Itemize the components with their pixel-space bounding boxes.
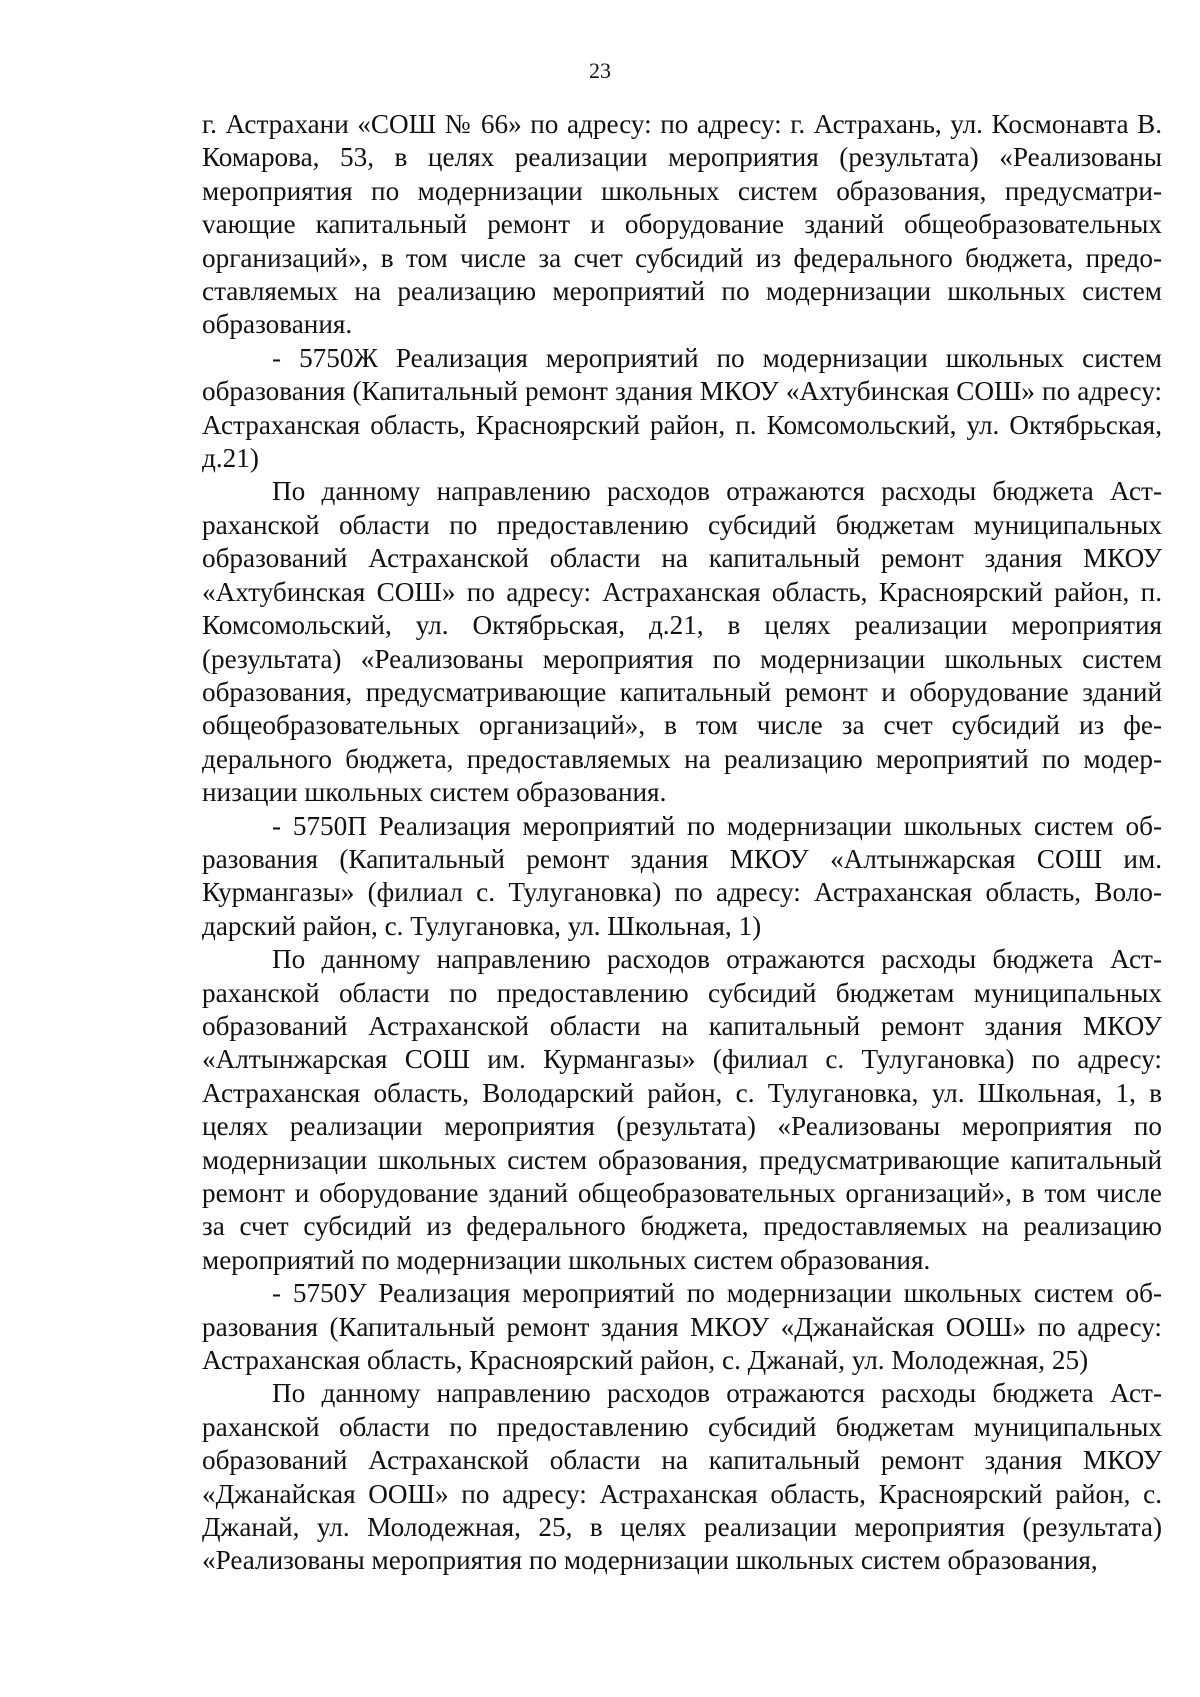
page-number: 23 [589,58,611,83]
paragraph-continuation: г. Астрахани «СОШ № 66» по адресу: по адресу: г. Астрахань, ул. Космонавта В. Комарова, 53, в целях реализации мероприятия (результата) «Реализованы мероприятия по модернизации школьных систем образования, предусматриvающие капитальный ремонт и оборудование зданий общеобразовательных организаций», в том числе за счет субсидий из федерального бюджета, предоставляемых на реализацию мероприятий по модернизации школьных систем образования. [202,109,1162,340]
paragraph-description-5750u: По данному направлению расходов отражаются расходы бюджета Астраханской области по предоставлению субсидий бюджетам муниципальных образований Астраханской области на капитальный ремонт здания МКОУ «Джанайская ООШ» по адресу: Астраханская область, Красноярский район, с. Джанай, ул. Молодежная, 25, в целях реализации мероприятия (результата) «Реализованы мероприятия по модернизации школьных систем образования, [202,1378,1162,1576]
paragraph-description-5750p: По данному направлению расходов отражаются расходы бюджета Астраханской области по предоставлению субсидий бюджетам муниципальных образований Астраханской области на капитальный ремонт здания МКОУ «Алтынжарская СОШ им. Курмангазы» (филиал с. Тулугановка) по адресу: Астраханская область, Володарский район, с. Тулугановка, ул. Школьная, 1, в целях реализации мероприятия (результата) «Реализованы мероприятия по модернизации школьных систем образования, предусматривающие капитальный ремонт и оборудование зданий общеобразовательных организаций», в том числе за счет субсидий из федерального бюджета, предоставляемых на реализацию мероприятий по модернизации школьных систем образования. [202,944,1162,1275]
paragraph-item-5750p: - 5750П Реализация мероприятий по модернизации школьных систем образования (Капитальный ремонт здания МКОУ «Алтынжарская СОШ им. Курмангазы» (филиал с. Тулугановка) по адресу: Астраханская область, Володарский район, с. Тулугановка, ул. Школьная, 1) [202,810,1162,941]
paragraph-description-5750zh: По данному направлению расходов отражаются расходы бюджета Астраханской области по предоставлению субсидий бюджетам муниципальных образований Астраханской области на капитальный ремонт здания МКОУ «Ахтубинская СОШ» по адресу: Астраханская область, Красноярский район, п. Комсомольский, ул. Октябрьская, д.21, в целях реализации мероприятия (результата) «Реализованы мероприятия по модернизации школьных систем образования, предусматривающие капитальный ремонт и оборудование зданий общеобразовательных организаций», в том числе за счет субсидий из федерального бюджета, предоставляемых на реализацию мероприятий по модернизации школьных систем образования. [202,476,1162,808]
page-body [202,108,1162,1578]
paragraph-item-5750zh: - 5750Ж Реализация мероприятий по модернизации школьных систем образования (Капитальный ремонт здания МКОУ «Ахтубинская СОШ» по адресу: Астраханская область, Красноярский район, п. Комсомольский, ул. Октябрьская, д.21) [202,342,1162,474]
paragraph-item-5750u: - 5750У Реализация мероприятий по модернизации школьных систем образования (Капитальный ремонт здания МКОУ «Джанайская ООШ» по адресу: Астраханская область, Красноярский район, с. Джанай, ул. Молодежная, 25) [202,1278,1162,1376]
